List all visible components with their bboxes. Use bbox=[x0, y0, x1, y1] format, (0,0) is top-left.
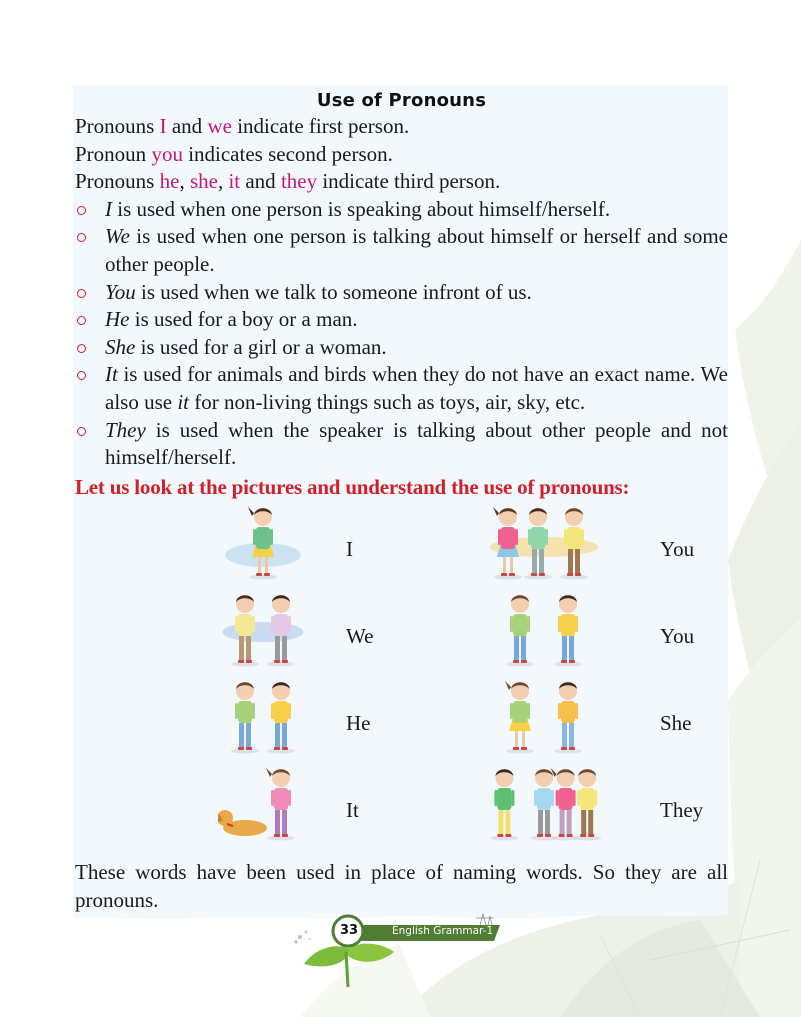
illustration-boy-pointing-at-boy bbox=[218, 679, 308, 761]
circle-bullet-icon bbox=[77, 344, 86, 353]
lesson-text bbox=[75, 86, 728, 502]
rule-term: We bbox=[105, 224, 130, 249]
pronoun-label-right: You bbox=[660, 537, 695, 561]
rule-item bbox=[75, 334, 728, 362]
rule-item bbox=[75, 196, 728, 224]
intro-line bbox=[75, 141, 728, 169]
illustration-two-boys-talking bbox=[218, 592, 308, 674]
highlighted-pronoun: they bbox=[280, 169, 318, 194]
intro-text: , bbox=[179, 169, 190, 194]
illustration-boy-pointing-at-boy bbox=[484, 592, 604, 674]
rule-text: is used when we talk to someone infront of us. bbox=[135, 279, 532, 304]
circle-bullet-icon bbox=[77, 206, 86, 215]
page-number: 33 bbox=[339, 923, 359, 938]
intro-text: and bbox=[166, 114, 208, 138]
pronoun-label-right: You bbox=[660, 624, 695, 648]
pronoun-label-left: We bbox=[346, 624, 374, 648]
illustration-three-children bbox=[484, 505, 604, 587]
pronoun-label-left: It bbox=[346, 798, 359, 822]
highlighted-pronoun: I bbox=[159, 114, 167, 138]
rule-term: You bbox=[105, 279, 136, 304]
intro-line bbox=[75, 113, 728, 141]
intro-text: Pronouns bbox=[75, 114, 160, 138]
rule-item bbox=[75, 361, 728, 416]
rule-item bbox=[75, 306, 728, 334]
rule-text: is used when one person is talking about himself or herself and some other people. bbox=[105, 224, 728, 276]
rule-item bbox=[75, 279, 728, 307]
pronoun-label-left: He bbox=[346, 711, 371, 735]
intro-text: indicate first person. bbox=[231, 114, 410, 138]
butterflies-icon bbox=[295, 930, 312, 943]
highlighted-pronoun: you bbox=[151, 141, 183, 166]
intro-line bbox=[75, 168, 728, 196]
page-title: Use of Pronouns bbox=[316, 90, 487, 111]
rule-term: He bbox=[105, 307, 130, 332]
book-name: English Grammar-1 bbox=[392, 925, 494, 937]
closing-paragraph: These words have been used in place of naming words. So they are all pronouns. bbox=[75, 860, 728, 912]
illustration-girl-alone bbox=[218, 505, 308, 587]
highlighted-pronoun: it bbox=[228, 169, 241, 194]
highlighted-pronoun: she bbox=[189, 169, 218, 194]
highlighted-pronoun: we bbox=[207, 114, 232, 138]
pronoun-rules-list bbox=[75, 196, 728, 472]
rule-item bbox=[75, 223, 728, 278]
intro-text: Pronouns bbox=[75, 169, 160, 194]
rule-term: She bbox=[105, 334, 136, 359]
pronoun-label-left: I bbox=[346, 537, 353, 561]
intro-text: , bbox=[217, 169, 229, 194]
circle-bullet-icon bbox=[77, 233, 86, 242]
rule-text: for non-living things such as toys, air, sky, etc. bbox=[189, 389, 586, 414]
illustration-boy-pointing-at-group bbox=[484, 766, 604, 848]
intro-text: Pronoun bbox=[75, 141, 152, 166]
rule-term: It bbox=[105, 362, 118, 387]
rule-text: is used for animals and birds when they do not have an exact name. We also use bbox=[105, 362, 728, 414]
pronoun-label-right: They bbox=[660, 798, 704, 822]
rule-item bbox=[75, 417, 728, 472]
rule-text: is used when the speaker is talking about other people and not himself/herself. bbox=[105, 417, 728, 470]
rule-text: is used for a boy or a man. bbox=[129, 307, 358, 332]
intro-text: indicate third person. bbox=[317, 169, 501, 194]
intro-text: and bbox=[240, 169, 281, 194]
illustration-girl-with-dog bbox=[218, 766, 308, 848]
highlighted-pronoun: he bbox=[159, 169, 180, 194]
illustration-boy-pointing-at-girl bbox=[484, 679, 604, 761]
circle-bullet-icon bbox=[77, 289, 86, 298]
rule-term: I bbox=[105, 196, 112, 221]
intro-lines bbox=[75, 113, 728, 196]
rule-text: is used when one person is speaking about himself/herself. bbox=[112, 196, 611, 221]
circle-bullet-icon bbox=[77, 371, 86, 380]
pronoun-label-right: She bbox=[660, 711, 692, 735]
pictures-heading: Let us look at the pictures and understand the use of pronouns: bbox=[75, 474, 630, 499]
rule-text: is used for a girl or a woman. bbox=[135, 334, 387, 359]
rule-term: They bbox=[105, 417, 146, 442]
circle-bullet-icon bbox=[77, 316, 86, 325]
intro-text: indicates second person. bbox=[182, 141, 393, 166]
circle-bullet-icon bbox=[77, 427, 86, 436]
rule-term: it bbox=[177, 389, 189, 414]
